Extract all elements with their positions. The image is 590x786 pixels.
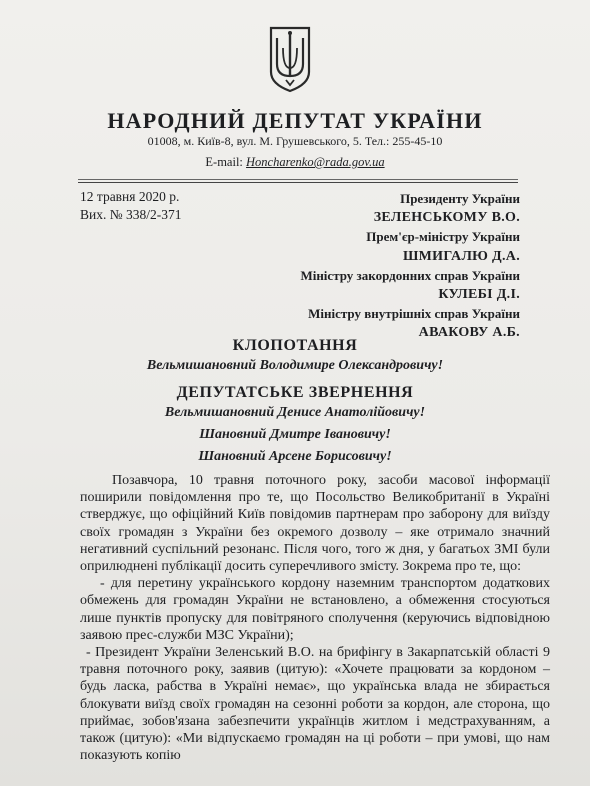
addressee-name: ЗЕЛЕНСЬКОМУ В.О. bbox=[373, 210, 520, 226]
appeal-salutation: Вельмишановний Денисе Анатолійовичу! bbox=[164, 405, 426, 420]
body-paragraph: - Президент України Зеленський В.О. на брифінгу в Закарпатській області 9 травня поточного року, заявив (цитую): «Хочете працювати за кордоном – будь ласка, рабства в Україні немає», що українська влада не збирається блокувати виїзд своїх громадян на сезонні роботи за кордон, але сторона, що приймає, зобов'язана забезпечити українців житлом і медстрахуванням, а також (цитую): «Ми відпускаємо громадян на ці роботи – при умові, що нам показують копію bbox=[80, 645, 550, 764]
appeal-salutation: Шановний Арсене Борисовичу! bbox=[198, 449, 392, 464]
letterhead-email bbox=[0, 155, 590, 170]
addressee-line: Прем'єр-міністру України bbox=[366, 229, 520, 245]
header-divider bbox=[78, 179, 518, 180]
addressee-name: АВАКОВУ А.Б. bbox=[418, 325, 520, 341]
letter-body bbox=[80, 472, 550, 764]
petition-heading: КЛОПОТАННЯ bbox=[232, 337, 358, 354]
body-paragraph: - для перетину українського кордону наземним транспортом додаткових обмежень для громадян України не встановлено, а обмеження стосуються лише пунктів пропуску для повітряного сполучення (керуючись відповідною заявою прес-служби МЗС України); bbox=[80, 576, 550, 643]
addressee-line: Міністру внутрішніх справ України bbox=[308, 306, 520, 322]
addressee-name: ШМИГАЛЮ Д.А. bbox=[402, 248, 520, 264]
body-paragraph: Позавчора, 10 травня поточного року, засоби масової інформації поширили повідомлення про те, що Посольство Великобританії в Україні стверджує, що офіційний Київ повідомив партнерам про заборону для виїзду своїх громадян з України без окремого дозволу – яке отримало значний негативний суспільний резонанс. Після чого, того ж дня, у багатьох ЗМІ були оприлюднені публікації досить суперечливого змісту. Зокрема про те, що: bbox=[80, 473, 550, 575]
header-divider-thick bbox=[78, 182, 518, 183]
addressee-line: Президенту України bbox=[400, 191, 520, 206]
trident-icon bbox=[267, 24, 313, 94]
petition-section bbox=[0, 337, 590, 377]
appeal-section bbox=[0, 384, 590, 468]
addressee-block bbox=[300, 189, 520, 343]
outgoing-number: Вих. № 338/2-371 bbox=[80, 207, 182, 222]
appeal-heading: ДЕПУТАТСЬКЕ ЗВЕРНЕННЯ bbox=[176, 384, 414, 401]
letter-date: 12 травня 2020 р. bbox=[80, 189, 180, 204]
appeal-salutation: Шановний Дмитре Івановичу! bbox=[199, 427, 391, 442]
letterhead-title: НАРОДНИЙ ДЕПУТАТ УКРАЇНИ bbox=[107, 108, 483, 133]
email-link[interactable]: Honcharenko@rada.gov.ua bbox=[246, 155, 385, 169]
addressee-name: КУЛЕБІ Д.І. bbox=[438, 287, 520, 303]
addressee-line: Міністру закордонних справ України bbox=[300, 267, 520, 283]
letterhead-address: 01008, м. Київ-8, вул. М. Грушевського, 5. Тел.: 255-45-10 bbox=[147, 134, 443, 148]
petition-salutation: Вельмишановний Володимире Олександровичу! bbox=[146, 358, 444, 373]
email-label: E-mail: bbox=[205, 155, 247, 169]
